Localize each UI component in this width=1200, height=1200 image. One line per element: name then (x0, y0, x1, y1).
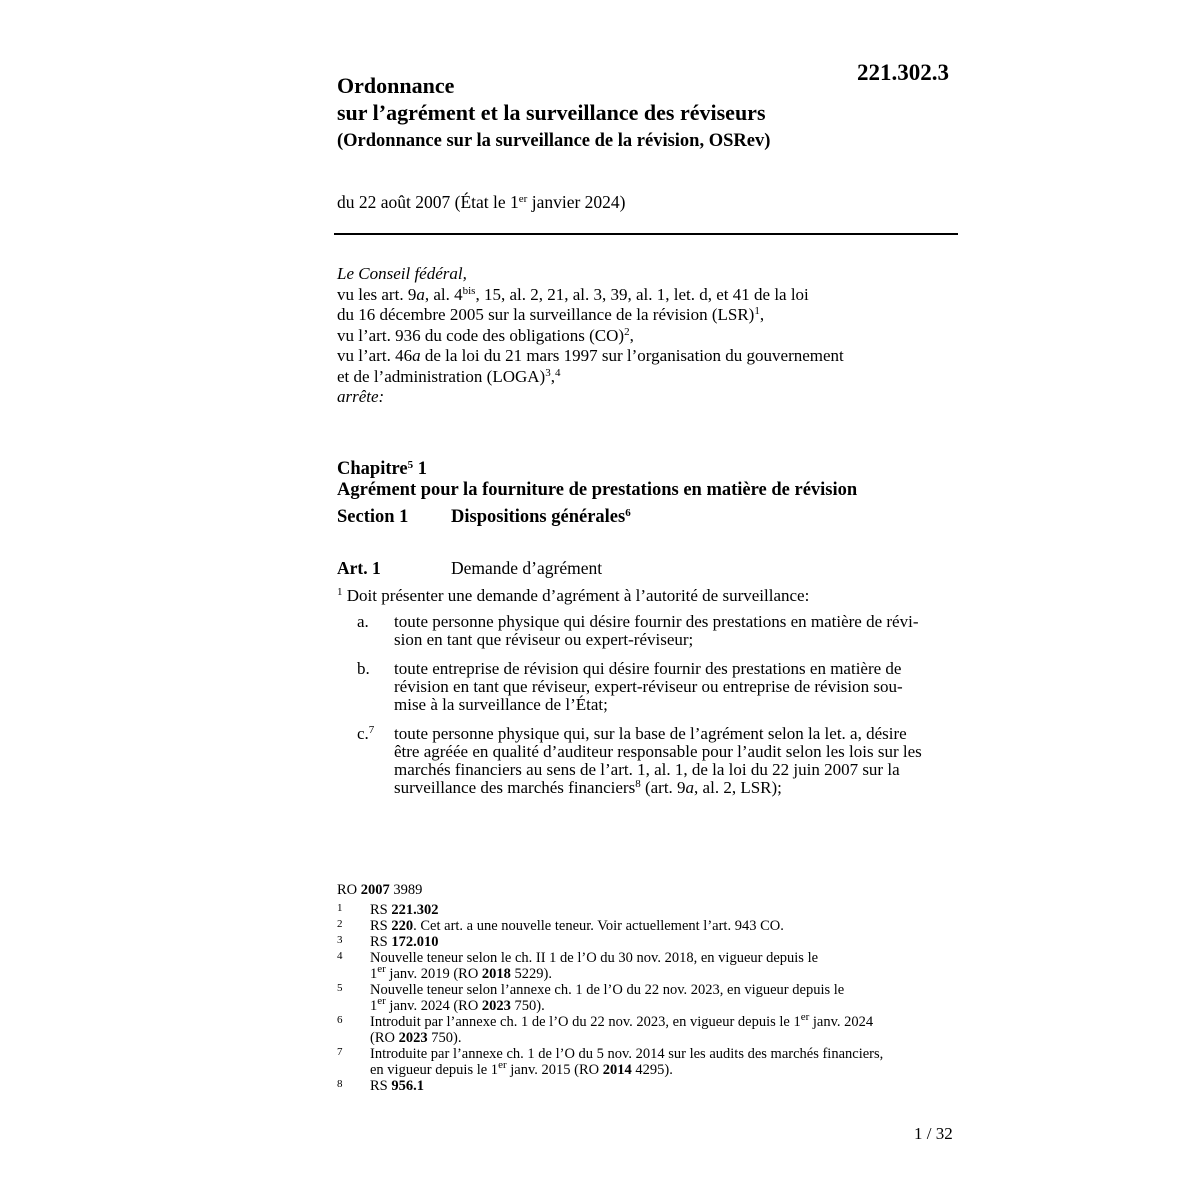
fn-sup: er (498, 1058, 507, 1071)
date-sup: er (518, 192, 528, 205)
footnote-ref[interactable]: 1 (754, 304, 760, 317)
preamble-text: vu l’art. 936 du code des obligations (CO) (337, 325, 625, 345)
footnote-4 (337, 950, 957, 982)
fn-line (370, 962, 957, 982)
footnote-text (370, 1010, 957, 1046)
footnote-text (370, 1046, 957, 1078)
footnote-5 (337, 982, 957, 1014)
paragraph-text: Doit présenter une demande d’agrément à l’autorité de surveillance: (342, 586, 810, 605)
preamble-text: , al. 4 (424, 284, 463, 304)
fn-bold: 2023 (398, 1030, 428, 1046)
fn-sup: er (377, 962, 386, 975)
document-subtitle: (Ordonnance sur la surveillance de la révision, OSRev) (337, 131, 771, 151)
preamble-text: , (759, 305, 765, 324)
document-date (337, 192, 626, 213)
list-item-label (357, 725, 394, 797)
enumeration-list (357, 613, 955, 808)
fn-sup: er (377, 994, 386, 1007)
list-line: sion en tant que réviseur ou expert-réviseur; (394, 630, 694, 649)
list-text: (art. 9 (640, 778, 686, 797)
preamble-decree: arrête: (337, 387, 385, 406)
footnote-number: 3 (337, 934, 343, 946)
fn-line (370, 994, 957, 1014)
fn-bold: 2023 (481, 998, 511, 1014)
section-title: Dispositions générales (451, 507, 626, 527)
fn-text: janv. 2024 (809, 1014, 874, 1030)
footnote-text (370, 902, 957, 918)
fn-text: en vigueur depuis le 1 (370, 1062, 499, 1078)
preamble-text-italic: a (412, 346, 421, 365)
footnote-6 (337, 1010, 957, 1046)
footnote-number: 1 (337, 902, 343, 914)
fn-bold: 221.302 (391, 902, 439, 918)
paragraph-number: 1 (337, 585, 343, 598)
footnote-number: 4 (337, 950, 343, 962)
preamble-line-3 (337, 326, 937, 347)
preamble-line-4 (337, 346, 937, 367)
list-item-c (357, 725, 955, 797)
section-heading (337, 507, 957, 528)
fn-text: 1 (370, 966, 378, 982)
footnote-3 (337, 934, 957, 950)
preamble-text: vu l’art. 46 (337, 346, 413, 365)
fn-text: janv. 2019 (RO (385, 966, 482, 982)
preamble (337, 264, 937, 408)
fn-bold: 172.010 (391, 934, 439, 950)
list-item-label: a. (357, 612, 369, 631)
preamble-text: de la loi du 21 mars 1997 sur l’organisation du gouvernement (420, 346, 844, 365)
document-title-line2: sur l’agrément et la surveillance des réviseurs (337, 100, 766, 125)
preamble-text: , 15, al. 2, 21, al. 3, 39, al. 1, let. d, et 41 de la loi (475, 284, 809, 304)
fn-bold: 220 (391, 918, 414, 934)
list-text: , al. 2, LSR); (694, 778, 782, 797)
fn-text: janv. 2024 (RO (385, 998, 482, 1014)
footnote-text (370, 950, 957, 982)
fn-line: Nouvelle teneur selon l’annexe ch. 1 de l’O du 22 nov. 2023, en vigueur depuis le (370, 982, 845, 998)
footnote-7 (337, 1046, 957, 1078)
list-line: révision en tant que réviseur, expert-réviseur ou entreprise de révision sou- (394, 677, 903, 696)
preamble-text: vu les art. 9 (337, 284, 417, 304)
list-line (394, 779, 955, 797)
fn-text: Introduit par l’annexe ch. 1 de l’O du 22 nov. 2023, en vigueur depuis le 1 (370, 1014, 801, 1030)
article-number: Art. 1 (337, 558, 381, 578)
footnote-text (370, 918, 957, 934)
fn-text: 750). (427, 1030, 462, 1046)
preamble-line-1 (337, 285, 937, 306)
list-line: être agréée en qualité d’auditeur responsable pour l’audit selon les lois sur les (394, 742, 922, 761)
fn-bold: 956.1 (391, 1078, 424, 1094)
footnote-1 (337, 902, 957, 918)
footnote-ref[interactable]: 4 (554, 366, 561, 379)
ro-prefix: RO (337, 882, 361, 898)
fn-text: 5229). (510, 966, 553, 982)
list-line: toute entreprise de révision qui désire fournir des prestations en matière de (394, 659, 902, 678)
list-item-b (357, 660, 955, 714)
fn-text: (RO (370, 1030, 399, 1046)
preamble-text: , (629, 325, 634, 345)
chapter-num: 1 (413, 459, 427, 479)
footnote-text (370, 1078, 957, 1094)
fn-line (370, 1010, 957, 1030)
fn-text: RS (370, 902, 392, 918)
footnote-ref[interactable]: 7 (368, 723, 375, 736)
fn-sup: er (800, 1010, 810, 1023)
list-label-text: c. (357, 724, 369, 743)
footnote-number: 7 (337, 1046, 343, 1058)
list-item-text (394, 660, 955, 714)
fn-text: 1 (370, 998, 378, 1014)
preamble-text: du 16 décembre 2005 sur la surveillance de la révision (LSR) (337, 305, 755, 324)
paragraph-1 (337, 586, 957, 606)
list-item-label: b. (357, 659, 370, 678)
fn-line: Introduite par l’annexe ch. 1 de l’O du 5 nov. 2014 sur les audits des marchés financiers, (370, 1046, 884, 1062)
footnote-text (370, 982, 957, 1014)
footnote-number: 2 (337, 918, 343, 930)
document-title-line1: Ordonnance (337, 73, 455, 98)
footnote-ref[interactable]: 5 (407, 458, 414, 471)
preamble-sup: bis (462, 284, 476, 297)
preamble-text: et de l’administration (LOGA) (337, 366, 546, 386)
list-item-text (394, 725, 955, 797)
preamble-line-2 (337, 305, 937, 326)
fn-text: RS (370, 918, 392, 934)
fn-bold: 2018 (481, 966, 511, 982)
section-number: Section 1 (337, 507, 409, 527)
fn-text: RS (370, 1078, 392, 1094)
list-line: marchés financiers au sens de l’art. 1, al. 1, de la loi du 22 juin 2007 sur la (394, 760, 900, 779)
list-item-text (394, 613, 955, 649)
page-number: 1 / 32 (914, 1124, 953, 1143)
list-text-italic: a (685, 778, 695, 797)
list-line: toute personne physique qui désire fournir des prestations en matière de révi- (394, 612, 919, 631)
list-line: mise à la surveillance de l’État; (394, 695, 608, 714)
footnote-number: 8 (337, 1078, 343, 1090)
footnote-ref[interactable]: 2 (624, 325, 630, 338)
fn-line (370, 1058, 957, 1078)
chapter-label: Chapitre (337, 459, 408, 479)
ro-page: 3989 (389, 882, 423, 898)
footnote-text (370, 934, 957, 950)
ro-year: 2007 (360, 882, 390, 898)
footnote-8 (337, 1078, 957, 1094)
footnote-ref[interactable]: 3 (545, 366, 551, 379)
chapter-number (337, 459, 957, 480)
chapter-heading (337, 459, 957, 501)
fn-text: 4295). (631, 1062, 673, 1078)
article-heading (337, 558, 957, 579)
title-block (337, 73, 897, 155)
footnote-2 (337, 918, 957, 934)
preamble-text: , (550, 366, 555, 386)
article-title: Demande d’agrément (451, 558, 603, 578)
fn-line (370, 1030, 957, 1046)
list-line: toute personne physique qui, sur la base de l’agrément selon la let. a, désire (394, 724, 907, 743)
preamble-text-italic: a (416, 284, 425, 304)
ro-reference (337, 882, 422, 899)
fn-text: . Cet art. a une nouvelle teneur. Voir actuellement l’art. 943 CO. (413, 918, 784, 934)
fn-text: RS (370, 934, 392, 950)
fn-text: janv. 2015 (RO (506, 1062, 603, 1078)
preamble-authority: Le Conseil fédéral, (337, 264, 467, 283)
fn-line: Nouvelle teneur selon le ch. II 1 de l’O du 30 nov. 2018, en vigueur depuis le (370, 950, 819, 966)
footnote-number: 6 (337, 1014, 343, 1026)
footnote-ref[interactable]: 8 (635, 777, 641, 790)
date-prefix: du 22 août 2007 (État le 1 (337, 192, 519, 212)
footnote-ref[interactable]: 6 (625, 506, 631, 519)
footnotes (337, 902, 957, 1094)
fn-text: 750). (510, 998, 545, 1014)
list-text: surveillance des marchés financiers (394, 778, 636, 797)
fn-bold: 2014 (602, 1062, 632, 1078)
sr-number: 221.302.3 (857, 60, 949, 85)
chapter-title: Agrément pour la fourniture de prestations en matière de révision (337, 480, 858, 500)
preamble-line-5 (337, 367, 937, 388)
date-suffix: janvier 2024) (527, 192, 626, 212)
header-divider (334, 233, 958, 235)
list-item-a (357, 613, 955, 649)
footnote-number: 5 (337, 982, 343, 994)
